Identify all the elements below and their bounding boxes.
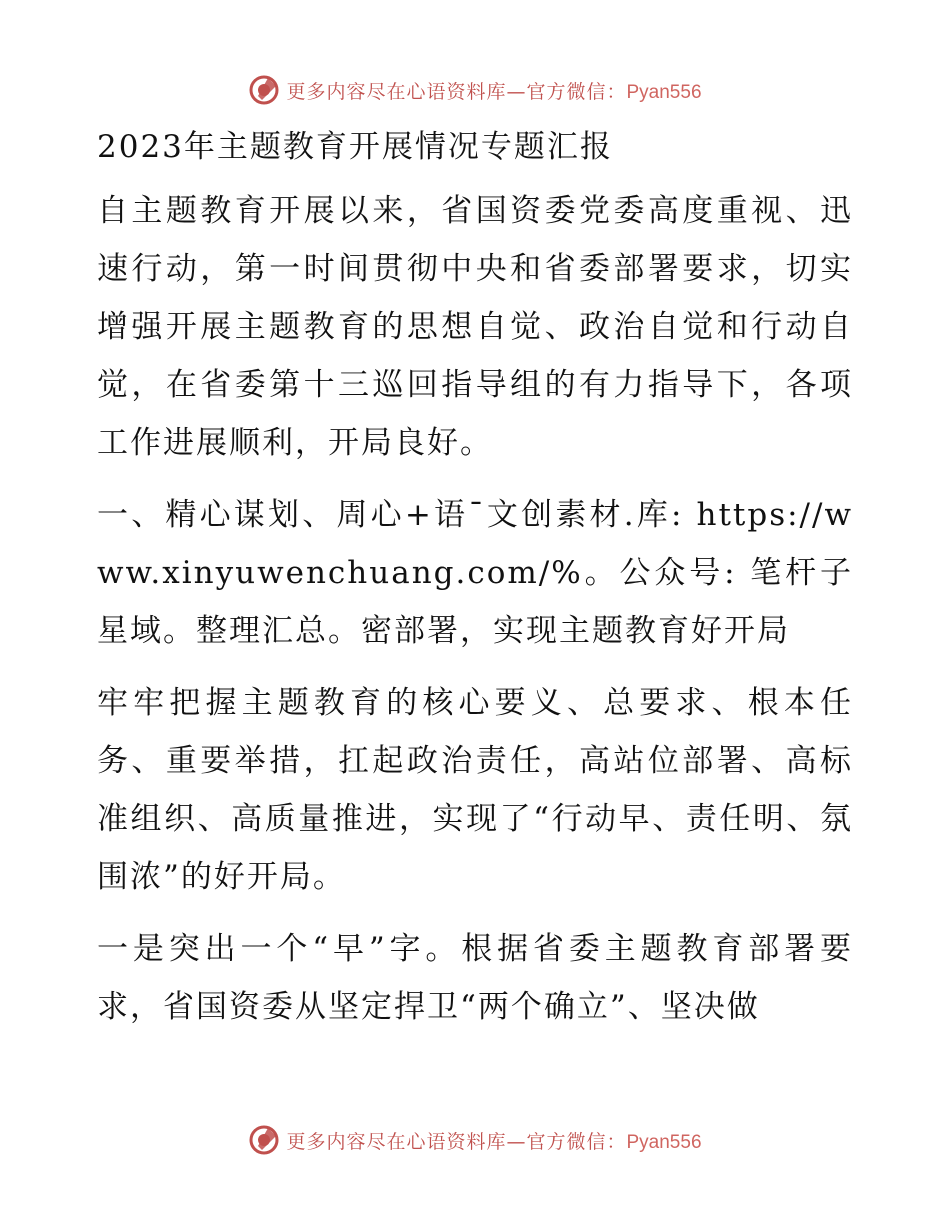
watermark-separator: — bbox=[506, 1130, 527, 1153]
pen-logo-icon bbox=[248, 74, 280, 106]
paragraph-grasp: 牢牢把握主题教育的核心要义、总要求、根本任务、重要举措，扛起政治责任，高站位部署、高标准组织、高质量推进，实现了“行动早、责任明、氛围浓”的好开局。 bbox=[97, 685, 853, 895]
watermark-brand: 更多内容尽在心语资料库 bbox=[286, 1130, 507, 1153]
watermark-text bbox=[286, 77, 701, 104]
paragraph-section-one: 一、精心谋划、周心+语¯文创素材.库: https://www.xinyuwenchuang.com/%。公众号: 笔杆子星域。整理汇总。密部署，实现主题教育好开局 bbox=[97, 497, 853, 649]
watermark-official: 官方微信： bbox=[526, 1130, 627, 1153]
watermark-handle: Pyan556 bbox=[626, 81, 702, 103]
document-title: 2023年主题教育开展情况专题汇报 bbox=[97, 129, 613, 165]
document-body bbox=[97, 118, 853, 1050]
watermark-brand: 更多内容尽在心语资料库 bbox=[286, 80, 507, 103]
pen-logo-icon bbox=[248, 1124, 280, 1156]
paragraph-early: 一是突出一个“早”字。根据省委主题教育部署要求，省国资委从坚定捍卫“两个确立”、坚决做 bbox=[97, 931, 853, 1025]
paragraph-intro: 自主题教育开展以来，省国资委党委高度重视、迅速行动，第一时间贯彻中央和省委部署要求，切实增强开展主题教育的思想自觉、政治自觉和行动自觉，在省委第十三巡回指导组的有力指导下，各项工作进展顺利，开局良好。 bbox=[97, 193, 853, 461]
watermark-text bbox=[286, 1127, 701, 1154]
watermark-handle: Pyan556 bbox=[626, 1131, 702, 1153]
header-watermark bbox=[0, 70, 950, 110]
footer-watermark bbox=[0, 1120, 950, 1160]
watermark-separator: — bbox=[506, 80, 527, 103]
watermark-official: 官方微信： bbox=[526, 80, 627, 103]
